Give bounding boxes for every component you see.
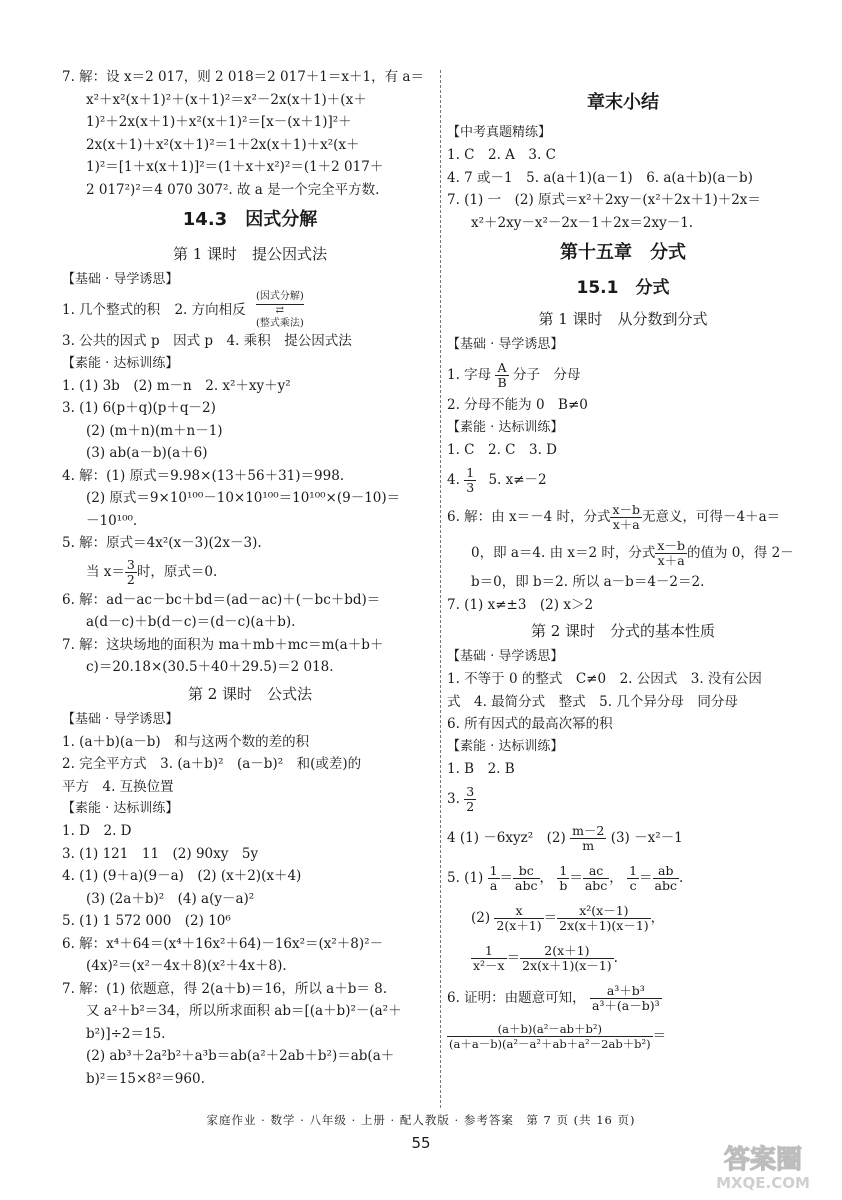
text-line: (2) (m＋n)(m＋n－1)	[86, 422, 223, 439]
section-title: 15.1 分式	[576, 278, 670, 298]
fraction	[653, 864, 679, 893]
text-fragment: 时，原式＝0.	[136, 563, 218, 580]
text-line: x²＋2xy－x²－2x－1＋2x＝2xy－1.	[471, 214, 694, 231]
numerator: x	[494, 904, 543, 919]
text-fragment: (3) －x²－1	[610, 830, 683, 846]
section-title: 14.3 因式分解	[182, 209, 318, 230]
text-line: b)²＝15×8²＝960.	[86, 1070, 205, 1087]
text-fragment: 1. 字母	[447, 367, 492, 383]
text-line: 7. 解：设 x＝2 017，则 2 018＝2 017＋1＝x＋1，有 a＝	[62, 69, 424, 85]
numerator: ab	[653, 864, 679, 879]
text-line: 4. 7 或－1 5. a(a＋1)(a－1) 6. a(a＋b)(a－b)	[447, 169, 753, 186]
denominator: a³＋(a－b)³	[591, 998, 660, 1013]
answer: 1. 几个整式的积	[62, 302, 161, 318]
text-line: 2 017²)²＝4 070 307². 故 a 是一个完全平方数.	[86, 181, 380, 198]
numerator: x－b	[657, 538, 685, 553]
text-line: 又 a²＋b²＝34，所以所求面积 ab＝[(a＋b)²－(a²＋	[86, 1003, 402, 1019]
denominator: 2(x＋1)	[496, 918, 542, 933]
text-line: 7. (1) 一 (2) 原式＝x²＋2xy－(x²＋2x＋1)＋2x＝	[447, 192, 761, 208]
fraction	[610, 503, 642, 532]
text-fragment: 4.	[447, 472, 460, 488]
text-fragment: 4 (1) －6xyz² (2)	[447, 830, 566, 846]
text-line: 2x(x＋1)＋x²(x＋1)²＝1＋2x(x＋1)＋x²(x＋	[86, 136, 360, 153]
numerator: 1	[471, 944, 507, 959]
watermark-logo-icon	[698, 1138, 828, 1194]
text-fragment: 6. 解：由 x＝－4 时，分式	[447, 509, 611, 525]
numerator: x²(x－1)	[557, 904, 651, 919]
watermark-text: 答案圈	[723, 1145, 803, 1175]
numerator: x－b	[612, 502, 641, 517]
text-line: (4x)²＝(x²－4x＋8)(x²＋4x＋8).	[86, 958, 287, 974]
text-fragment: 的值为 0，得 2－	[686, 545, 794, 561]
page-number: 55	[411, 1134, 431, 1152]
numerator: m－2	[572, 823, 605, 838]
lesson-title: 第 1 课时 从分数到分式	[538, 310, 708, 328]
text-line: 5. (1) $\frac{1}{a}$ ＝ $\frac{bc}{\text{abc}}$ ， $\frac{1}{b}$ ＝ $\frac{ac}{\text{abc}}$ ， $\frac{1}{c}$ ＝ $\frac{ab}{\text{abc}}$ .	[447, 863, 684, 893]
tag-basic: 【基础 · 导学诱思】	[447, 649, 564, 664]
fraction	[513, 864, 539, 893]
fraction	[125, 558, 137, 587]
text-line	[447, 499, 799, 535]
fraction	[655, 539, 687, 568]
lesson-title: 第 1 课时 提公因式法	[172, 245, 328, 263]
fraction	[590, 984, 662, 1013]
text-line: 2. 分母不能为 0 B≠0	[447, 397, 588, 413]
text-line: 7. (1) x≠±3 (2) x＞2	[447, 596, 594, 613]
lesson-title: 第 2 课时 公式法	[187, 684, 313, 703]
text-line: a(d－c)＋b(d－c)＝(d－c)(a＋b).	[86, 614, 296, 630]
text-line: 6. 解：ad－ac－bc＋bd＝(ad－ac)＋(－bc＋bd)＝	[62, 591, 381, 608]
text-line	[62, 291, 438, 330]
text-line: 7. 解：这块场地的面积为 ma＋mb＋mc＝m(a＋b＋	[62, 636, 384, 653]
numerator: 3	[126, 556, 135, 572]
text-line: 式 4. 最简分式 整式 5. 几个异分母 同分母	[447, 693, 738, 710]
text-line: 6. 解：x⁴＋64＝(x⁴＋16x²＋64)－16x²＝(x²＋8)²－	[62, 935, 384, 952]
text-line: 平方 4. 互换位置	[62, 778, 174, 795]
column-divider	[440, 70, 441, 1108]
text-line: 3. (1) 121 11 (2) 90xy 5y	[62, 845, 259, 862]
text-line	[447, 780, 799, 818]
denominator: (a＋a－b)(a²－a²＋ab＋a²－2ab＋b²)	[449, 1037, 651, 1051]
numerator: 3	[466, 784, 475, 799]
text-fragment: (2)	[471, 910, 491, 926]
numerator: 1	[629, 863, 638, 878]
tag-exam: 【中考真题精练】	[447, 125, 552, 140]
text-line: 1. B 2. B	[447, 760, 515, 777]
text-line: －10¹⁰⁰.	[86, 512, 138, 529]
tag-train: 【素能 · 达标训练】	[62, 355, 179, 371]
text-line: (2) $\frac{x}{2(x+1)}$ ＝ $\frac{\text{x²(x－1)}}{2x(x+1)(x-1)}$ ，	[471, 903, 665, 933]
text-fragment: 当 x＝	[86, 563, 125, 580]
fraction	[520, 944, 614, 973]
denominator: x²－x	[473, 958, 505, 973]
fraction	[557, 904, 651, 933]
tag-train: 【素能 · 达标训练】	[447, 738, 564, 754]
denominator: 2x(x＋1)(x－1)	[522, 958, 612, 973]
numerator: ac	[583, 864, 609, 879]
denominator: c	[629, 878, 637, 893]
fraction	[488, 864, 500, 893]
text-line: x²＋x²(x＋1)²＋(x＋1)²＝x²－2x(x＋1)＋(x＋	[86, 91, 367, 108]
text-line: 1. D 2. D	[62, 823, 132, 839]
fraction	[495, 361, 508, 390]
fraction	[464, 785, 476, 814]
arrow-label: (整式乘法)	[255, 318, 304, 329]
numerator: bc	[513, 864, 539, 879]
fraction	[494, 904, 543, 933]
numerator: 1	[489, 863, 498, 878]
text-line: 1)²＝[1＋x(x＋1)]²＝(1＋x＋x²)²＝(1＋2 017＋	[86, 159, 384, 175]
text-line: (2) ab³＋2a²b²＋a³b＝ab(a²＋2ab＋b²)＝ab(a＋	[86, 1048, 395, 1064]
denominator: 2x(x＋1)(x－1)	[559, 918, 649, 933]
denominator: a	[489, 878, 498, 893]
text-fragment: 5. x≠－2	[488, 472, 547, 488]
summary-title: 章末小结	[587, 92, 659, 113]
fraction	[570, 824, 606, 853]
q7-solution	[62, 66, 438, 201]
text-line: b＝0，即 b＝2. 所以 a－b＝4－2＝2.	[471, 574, 705, 590]
lesson-title: 第 2 课时 分式的基本性质	[530, 622, 716, 640]
tag-train: 【素能 · 达标训练】	[62, 801, 179, 816]
denominator: abc	[654, 878, 678, 893]
left-column	[62, 66, 438, 1090]
numerator: A	[495, 361, 508, 376]
text-line: $\frac{\text{(a＋b)(a²－ab＋b²)}}{\text{(a＋a－b)(a²－a²＋ab＋a²－2ab＋b²)}}$ ＝	[449, 1022, 667, 1051]
text-line	[447, 978, 799, 1018]
right-column	[447, 84, 799, 1054]
text-line	[62, 555, 438, 589]
text-line: 1. C 2. C 3. D	[447, 441, 557, 458]
text-line: 4. (1) (9＋a)(9－a) (2) (x＋2)(x＋4)	[62, 868, 302, 884]
text-line: 1. C 2. A 3. C	[447, 147, 556, 163]
numerator: (a＋b)(a²－ab＋b²)	[447, 1022, 653, 1037]
text-line: 2. 完全平方式 3. (a＋b)² (a－b)² 和(或差)的	[62, 756, 362, 772]
text-line	[447, 535, 799, 571]
chapter-title: 第十五章 分式	[560, 242, 686, 263]
text-line: 7. 解：(1) 依题意，得 2(a＋b)＝16，所以 a＋b＝ 8.	[62, 980, 388, 997]
fraction	[471, 944, 507, 973]
double-arrow-icon	[256, 291, 304, 330]
text-line: 3. (1) 6(p＋q)(p＋q－2)	[62, 400, 216, 416]
denominator: 3	[466, 480, 475, 495]
denominator: B	[497, 375, 507, 390]
numerator: a³＋b³	[590, 984, 662, 999]
arrow-bar: ⇄	[256, 304, 304, 317]
text-fragment: 无意义，可得－4＋a＝	[642, 509, 781, 525]
text-fragment: 5. (1)	[447, 870, 484, 886]
denominator: b	[559, 878, 568, 893]
denominator: abc	[584, 878, 608, 893]
text-line: (3) ab(a－b)(a＋6)	[86, 445, 208, 461]
text-line: 1. (1) 3b (2) m－n 2. x²＋xy＋y²	[62, 377, 291, 394]
fraction	[464, 466, 476, 495]
numerator: 2(x＋1)	[520, 944, 614, 959]
denominator: x＋a	[657, 553, 685, 568]
text-line	[447, 461, 799, 499]
text-line: c)＝20.18×(30.5＋40＋29.5)＝2 018.	[86, 659, 334, 675]
tag-basic: 【基础 · 导学诱思】	[447, 337, 564, 352]
text-line: 5. (1) 1 572 000 (2) 10⁶	[62, 913, 231, 929]
tag-basic: 【基础 · 导学诱思】	[62, 272, 179, 287]
text-line: 1. (a＋b)(a－b) 和与这两个数的差的积	[62, 733, 310, 750]
text-line: $\frac{1}{\text{x²－x}}$ ＝ $\frac{2(x+1)}{2x(x+1)(x-1)}$ .	[473, 943, 618, 973]
text-line	[447, 818, 799, 858]
denominator: m	[582, 838, 595, 853]
answer: 2. 方向相反	[174, 302, 246, 318]
tag-train: 【素能 · 达标训练】	[447, 419, 564, 435]
denominator: abc	[515, 878, 538, 893]
text-line	[447, 356, 799, 394]
text-fragment: 3.	[447, 791, 460, 807]
text-fragment: 0，即 a＝4. 由 x＝2 时，分式	[471, 545, 656, 561]
text-fragment: 分子 分母	[512, 367, 581, 383]
watermark-url: MXQE.COM	[716, 1174, 810, 1192]
text-line: 1)²＋2x(x＋1)＋x²(x＋1)²＝[x－(x＋1)]²＋	[86, 114, 352, 130]
fraction	[447, 1022, 653, 1051]
text-line: (2) 原式＝9×10¹⁰⁰－10×10¹⁰⁰＝10¹⁰⁰×(9－10)＝	[86, 490, 401, 506]
text-line: 1. 不等于 0 的整式 C≠0 2. 公因式 3. 没有公因	[447, 671, 762, 687]
fraction	[627, 864, 639, 893]
text-line: 6. 所有因式的最高次幂的积	[447, 716, 613, 732]
arrow-label: (因式分解)	[255, 291, 304, 302]
fraction	[583, 864, 609, 893]
text-line: 3. 公共的因式 p 因式 p 4. 乘积 提公因式法	[62, 333, 352, 349]
text-line: (3) (2a＋b)² (4) a(y－a)²	[86, 890, 255, 907]
numerator: 1	[466, 465, 475, 480]
text-fragment: 6. 证明：由题意可知，	[447, 990, 586, 1006]
denominator: x＋a	[612, 517, 640, 532]
denominator: 2	[466, 799, 475, 814]
tag-basic: 【基础 · 导学诱思】	[62, 711, 179, 727]
text-line: b²)]÷2＝15.	[86, 1025, 166, 1042]
text-line: 5. 解：原式＝4x²(x－3)(2x－3).	[62, 535, 262, 551]
fraction	[557, 864, 569, 893]
numerator: 1	[557, 864, 569, 879]
text-line: 4. 解：(1) 原式＝9.98×(13＋56＋31)＝998.	[62, 467, 345, 484]
denominator: 2	[126, 571, 135, 587]
page-footer: 家庭作业 · 数学 · 八年级 · 上册 · 配人教版 · 参考答案 第 7 页 (共 16 页)	[206, 1113, 636, 1127]
